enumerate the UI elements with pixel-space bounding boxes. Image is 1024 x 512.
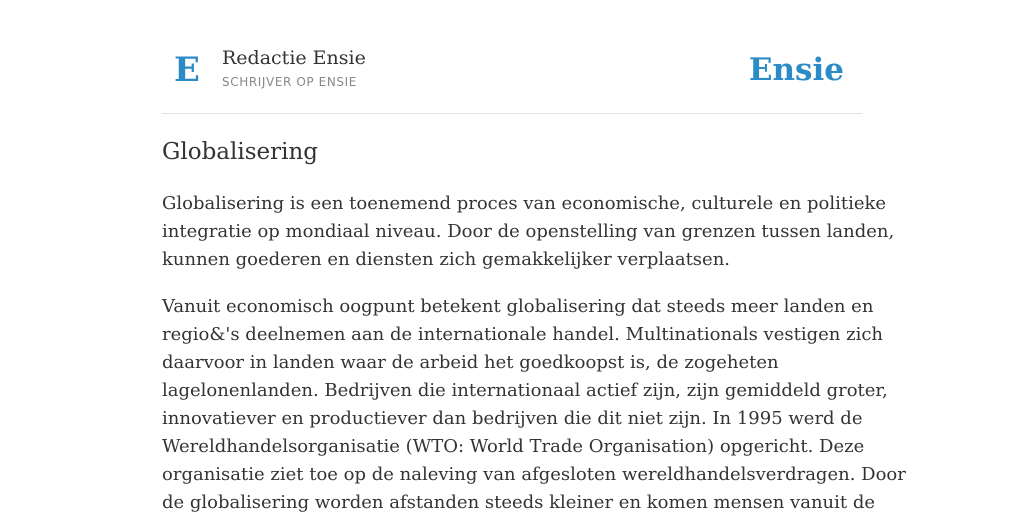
article-title: Globalisering	[162, 139, 319, 165]
article-body	[162, 190, 906, 512]
paragraph-1	[162, 190, 895, 274]
text-line: kunnen goederen en diensten zich gemakkelijker verplaatsen.	[162, 249, 731, 270]
author-header	[162, 36, 862, 114]
brand-logo[interactable]: Ensie	[748, 52, 844, 88]
text-line: daarvoor in landen waar de arbeid het goedkoopst is, de zogeheten	[162, 352, 779, 373]
author-role: SCHRIJVER OP ENSIE	[222, 75, 357, 89]
author-name[interactable]: Redactie Ensie	[222, 47, 366, 69]
text-line: innovatiever en productiever dan bedrijven die dit niet zijn. In 1995 werd de	[162, 408, 863, 429]
text-line: integratie op mondiaal niveau. Door de openstelling van grenzen tussen landen,	[162, 221, 895, 242]
text-line: regio&'s deelnemen aan de internationale handel. Multinationals vestigen zich	[162, 324, 883, 345]
text-line: Vanuit economisch oogpunt betekent globalisering dat steeds meer landen en	[162, 296, 874, 317]
text-line: organisatie ziet toe op de naleving van afgesloten wereldhandelsverdragen. Door	[162, 464, 906, 485]
text-line: Globalisering is een toenemend proces van economische, culturele en politieke	[162, 193, 887, 214]
text-line: de globalisering worden afstanden steeds kleiner en komen mensen vanuit de	[162, 492, 876, 512]
text-line: Wereldhandelsorganisatie (WTO: World Trade Organisation) opgericht. Deze	[162, 436, 865, 457]
paragraph-2	[162, 293, 906, 512]
text-line: lagelonenlanden. Bedrijven die internationaal actief zijn, zijn gemiddeld groter,	[162, 380, 888, 401]
ensie-logo-icon[interactable]: E	[174, 50, 200, 90]
